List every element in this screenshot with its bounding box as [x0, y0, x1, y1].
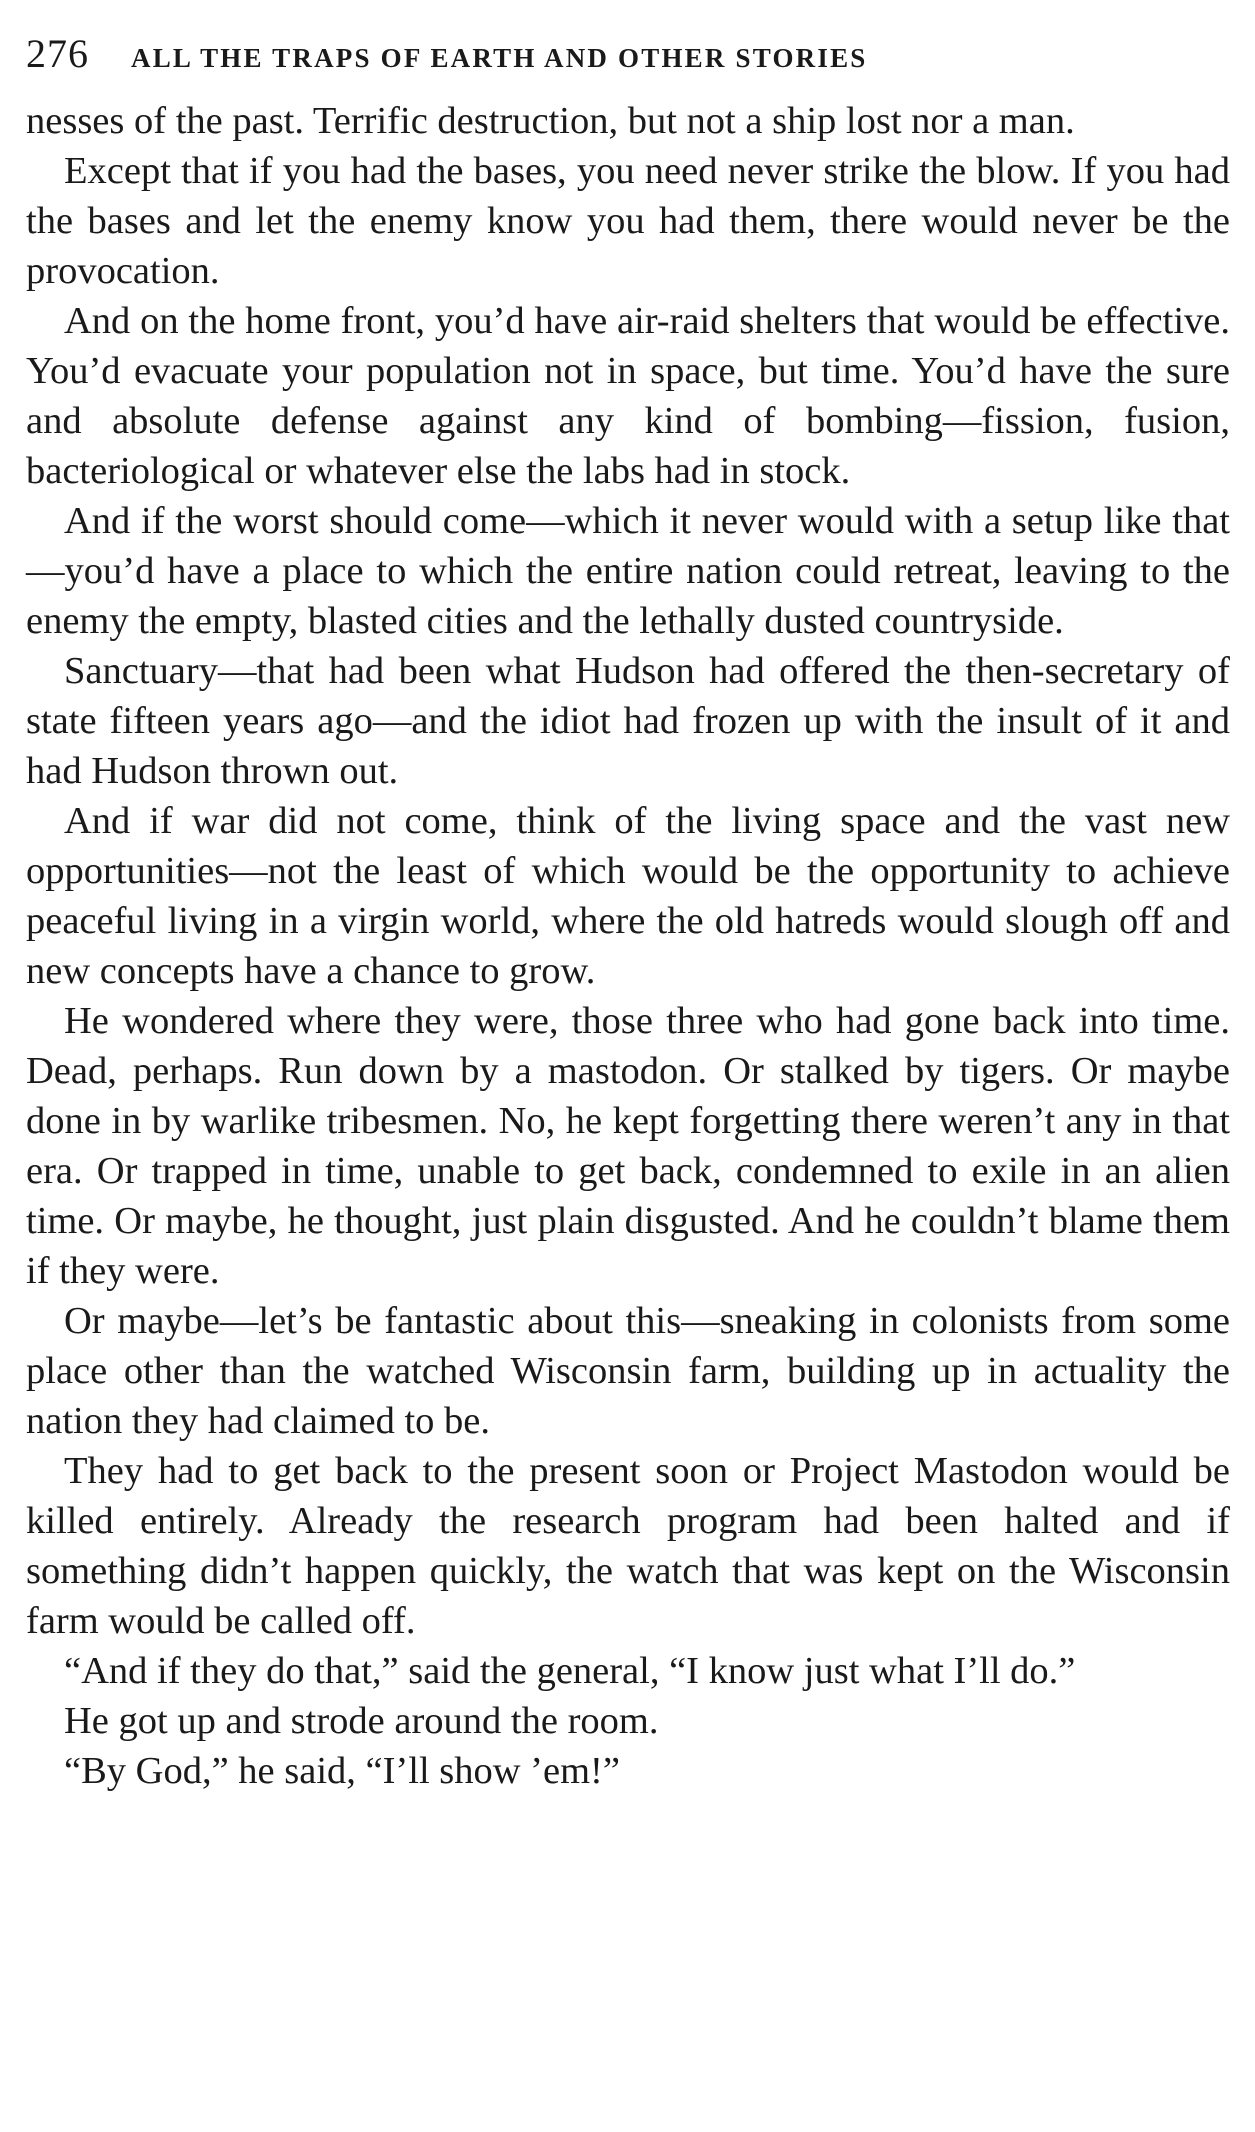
paragraph: Or maybe—let’s be fantastic about this—sneaking in colonists from some place other than the watched Wisconsin farm, building up in actuality the nation they had claimed to be. — [26, 1300, 1230, 1442]
paragraph: He wondered where they were, those three who had gone back into time. Dead, perhaps. Run down by a mastodon. Or stalked by tigers. Or maybe done in by warlike tribesmen. No, he kept forgetting there weren’t any in that era. Or trapped in time, unable to get back, condemned to exile in an alien time. Or maybe, he thought, just plain disgusted. And he couldn’t blame them if they were. — [26, 1000, 1230, 1292]
paragraph: And if war did not come, think of the living space and the vast new opportunities—not the least of which would be the opportunity to achieve peaceful living in a virgin world, where the old hatreds would slough off and new concepts have a chance to grow. — [26, 800, 1230, 992]
paragraph: Except that if you had the bases, you need never strike the blow. If you had the bases and let the enemy know you had them, there would never be the provocation. — [26, 150, 1230, 292]
running-title: ALL THE TRAPS OF EARTH AND OTHER STORIES — [131, 43, 868, 73]
paragraph: And if the worst should come—which it never would with a setup like that—you’d have a place to which the entire nation could retreat, leaving to the enemy the empty, blasted cities and the lethally dusted countryside. — [26, 500, 1230, 642]
paragraph: They had to get back to the present soon or Project Mastodon would be killed entirely. Already the research program had been halted and if something didn’t happen quickly, the watch that was kept on the Wisconsin farm would be called off. — [26, 1450, 1230, 1642]
paragraph-dialogue: “By God,” he said, “I’ll show ’em!” — [64, 1750, 620, 1792]
paragraph-dialogue: “And if they do that,” said the general, “I know just what I’ll do.” — [64, 1650, 1076, 1692]
running-head — [26, 30, 1230, 88]
body-text — [26, 96, 1230, 1796]
book-page — [26, 30, 1230, 1796]
page-number: 276 — [26, 31, 89, 76]
paragraph: He got up and strode around the room. — [64, 1700, 659, 1742]
paragraph: Sanctuary—that had been what Hudson had offered the then-secretary of state fifteen years ago—and the idiot had frozen up with the insult of it and had Hudson thrown out. — [26, 650, 1230, 792]
paragraph-continued: nesses of the past. Terrific destruction, but not a ship lost nor a man. — [26, 100, 1075, 142]
paragraph: And on the home front, you’d have air-raid shelters that would be effective. You’d evacuate your population not in space, but time. You’d have the sure and absolute defense against any kind of bombing—fission, fusion, bacteriological or whatever else the labs had in stock. — [26, 300, 1230, 492]
